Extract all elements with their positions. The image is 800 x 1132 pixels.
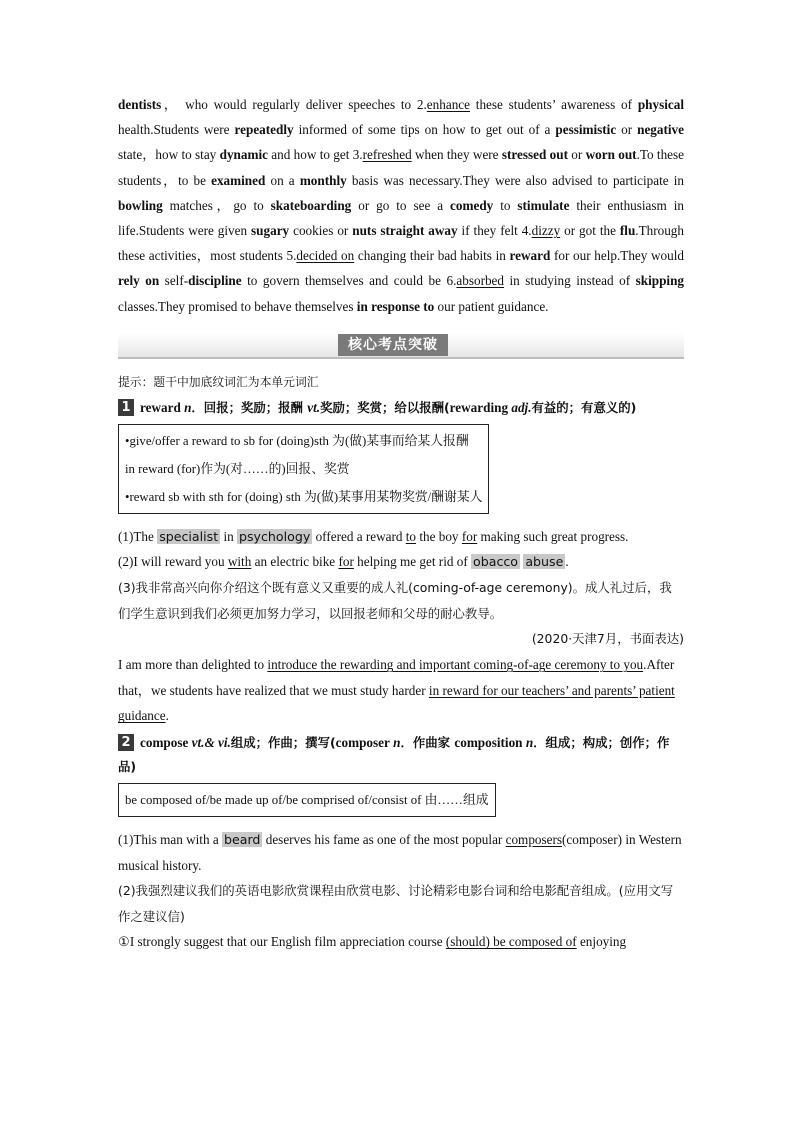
blank-answer: absorbed	[456, 273, 504, 289]
example-sentence	[118, 549, 684, 575]
passage-text: our patient guidance.	[434, 298, 549, 314]
passage-text: when they were	[411, 147, 502, 163]
bold-word: nuts straight away	[352, 223, 458, 239]
passage-text: basis was necessary.They were also advised to participate in	[346, 172, 684, 188]
example-text: (1)The	[118, 528, 158, 544]
definition: 组成；作曲；撰写(	[230, 734, 336, 750]
definition: ．作曲家	[400, 734, 455, 750]
usage-line: •reward sb with sth for (doing) sth 为(做)某事用某物奖赏/酬谢某人	[125, 489, 483, 504]
passage-text: for our help.They would	[550, 248, 684, 264]
bold-word: discipline	[188, 273, 242, 289]
passage-text: ， who would regularly deliver speeches to 2.	[161, 97, 427, 112]
passage-text: informed of some tips on how to get out of a	[293, 122, 556, 138]
example-text: (composer) in Western musical history.	[118, 831, 682, 873]
blank-answer: in reward for our teachers’ and parents’ patient guidance	[118, 682, 675, 724]
highlighted-vocab: psychology	[239, 528, 311, 544]
bold-word: bowling	[118, 197, 163, 213]
blank-answer: decided on	[296, 248, 355, 264]
passage-text: or got the	[560, 223, 620, 239]
passage-text: classes.They promised to behave themselves	[118, 298, 357, 314]
blank-answer: (should) be composed of	[445, 934, 577, 950]
highlighted-vocab: obacco	[473, 554, 519, 570]
passage-text: cookies or	[289, 223, 353, 239]
passage-text: or go to see a	[351, 197, 451, 213]
passage-text: or	[567, 147, 586, 163]
translation-prompt: (3)我非常高兴向你介绍这个既有意义又重要的成人礼(coming-of-age ceremony)。成人礼过后，我们学生意识到我们必须更加努力学习，以回报老师和父母的耐心教导。	[118, 580, 672, 621]
blank-answer: introduce the rewarding and important coming-of-age ceremony to you	[267, 657, 644, 673]
example-text: deserves his fame as one of the most popular	[262, 831, 506, 847]
headword: compose	[140, 734, 189, 750]
bold-word: reward	[509, 248, 551, 264]
blank-answer: to	[405, 528, 417, 544]
bold-word: negative	[637, 122, 684, 138]
blank-answer: composers	[505, 831, 563, 847]
passage-text: or	[616, 122, 638, 138]
blank-answer: enhance	[426, 97, 470, 112]
highlighted-vocab: beard	[224, 831, 261, 847]
section-banner	[118, 333, 684, 359]
bold-word: rely on	[118, 273, 160, 289]
example-sentence	[118, 827, 684, 878]
definition: ．回报；奖励；报酬	[191, 399, 308, 415]
passage-text: to	[493, 197, 518, 213]
passage-text: .Through these activities，most students 5.	[118, 223, 684, 264]
part-of-speech: n	[525, 734, 534, 750]
bold-word: worn out	[585, 147, 637, 163]
passage-text: changing their bad habits in	[354, 248, 510, 264]
example-text: the boy	[416, 528, 462, 544]
source-citation: (2020·天津7月，书面表达)	[531, 631, 684, 647]
part-of-speech: n	[393, 734, 401, 750]
bold-word: pessimistic	[555, 122, 617, 138]
blank-answer: dizzy	[531, 223, 561, 239]
part-of-speech: vt.& vi.	[191, 734, 231, 750]
usage-line: be composed of/be made up of/be comprised of/consist of 由……组成	[125, 792, 489, 807]
passage-text: health.Students were	[118, 122, 235, 138]
derived-word: rewarding	[449, 399, 509, 415]
blank-answer: with	[227, 554, 252, 570]
bold-word: sugary	[251, 223, 290, 239]
example-text: enjoying	[576, 934, 627, 950]
vocab-heading-compose	[118, 731, 684, 779]
document-page	[118, 92, 684, 955]
definition: 有益的；有意义的)	[531, 399, 637, 415]
passage-text: self-	[159, 273, 189, 289]
bold-word: stimulate	[517, 197, 570, 213]
example-text: an electric bike	[251, 554, 339, 570]
headword: reward	[140, 399, 181, 415]
example-text: (2)I will reward you	[118, 554, 228, 570]
example-text: .	[565, 554, 569, 570]
derived-word: composer	[335, 734, 390, 750]
vocab-heading-reward	[118, 396, 684, 420]
passage-text: in studying instead of	[504, 273, 636, 289]
passage-text: and how to get 3.	[267, 147, 363, 163]
example-text: ①I strongly suggest that our English film appreciation course	[118, 934, 446, 950]
bold-word: physical	[637, 97, 685, 112]
usage-box	[118, 783, 496, 817]
highlighted-vocab: abuse	[525, 554, 564, 570]
part-of-speech: n	[184, 399, 192, 415]
bold-word: dentists	[118, 97, 162, 112]
banner-title: 核心考点突破	[338, 334, 448, 356]
part-of-speech: vt.	[307, 399, 321, 415]
bold-word: monthly	[299, 172, 347, 188]
translation-prompt: (2)我强烈建议我们的英语电影欣赏课程由欣赏电影、讨论精彩电影台词和给电影配音组成。(应用文写作之建议信)	[118, 883, 674, 924]
translation-answer	[118, 652, 684, 729]
example-text: .	[165, 708, 169, 724]
section-number-badge: 1	[118, 399, 134, 416]
blank-answer: for	[338, 554, 354, 570]
blank-answer: refreshed	[362, 147, 412, 163]
example-text: helping me get rid of	[353, 554, 472, 570]
bold-word: in response to	[356, 298, 435, 314]
example-text: in	[220, 528, 237, 544]
bold-word: stressed out	[501, 147, 568, 163]
passage-paragraph	[118, 92, 684, 319]
derived-word: composition	[454, 734, 523, 750]
definition: 奖励；奖赏；给以报酬(	[320, 399, 450, 415]
passage-text: .To these students，to be	[118, 147, 685, 188]
bold-word: skipping	[635, 273, 685, 289]
bold-word: dynamic	[219, 147, 268, 163]
section-number-badge: 2	[118, 734, 134, 751]
example-text: (1)This man with a	[118, 831, 223, 847]
tip-text: 提示：题干中加底纹词汇为本单元词汇	[118, 374, 319, 389]
example-text: offered a reward	[312, 528, 406, 544]
example-text: I am more than delighted to	[118, 657, 268, 673]
usage-box	[118, 424, 489, 514]
bold-word: examined	[211, 172, 266, 188]
translation-answer	[118, 929, 684, 955]
passage-text: to govern themselves and could be 6.	[241, 273, 457, 289]
passage-text: if they felt 4.	[457, 223, 532, 239]
definition: ．组成；构成；创作；作品)	[118, 734, 670, 774]
bold-word: flu	[619, 223, 636, 239]
usage-line: in reward (for)作为(对……的)回报、奖赏	[125, 461, 350, 476]
passage-text: matches，go to	[162, 197, 271, 213]
passage-text: these students’ awareness of	[470, 97, 638, 112]
example-text: making such great progress.	[477, 528, 629, 544]
usage-line: •give/offer a reward to sb for (doing)sth 为(做)某事而给某人报酬	[125, 433, 469, 448]
bold-word: skateboarding	[270, 197, 352, 213]
example-sentence	[118, 524, 684, 550]
part-of-speech: adj.	[511, 399, 532, 415]
highlighted-vocab: specialist	[159, 528, 219, 544]
passage-text: their enthusiasm in life.Students were given	[118, 197, 685, 239]
passage-text: state，how to stay	[118, 147, 220, 163]
example-text: .After that，we students have realized that we must study harder	[118, 657, 675, 698]
bold-word: comedy	[450, 197, 494, 213]
bold-word: repeatedly	[234, 122, 294, 138]
passage-text: on a	[265, 172, 300, 188]
blank-answer: for	[461, 528, 478, 544]
